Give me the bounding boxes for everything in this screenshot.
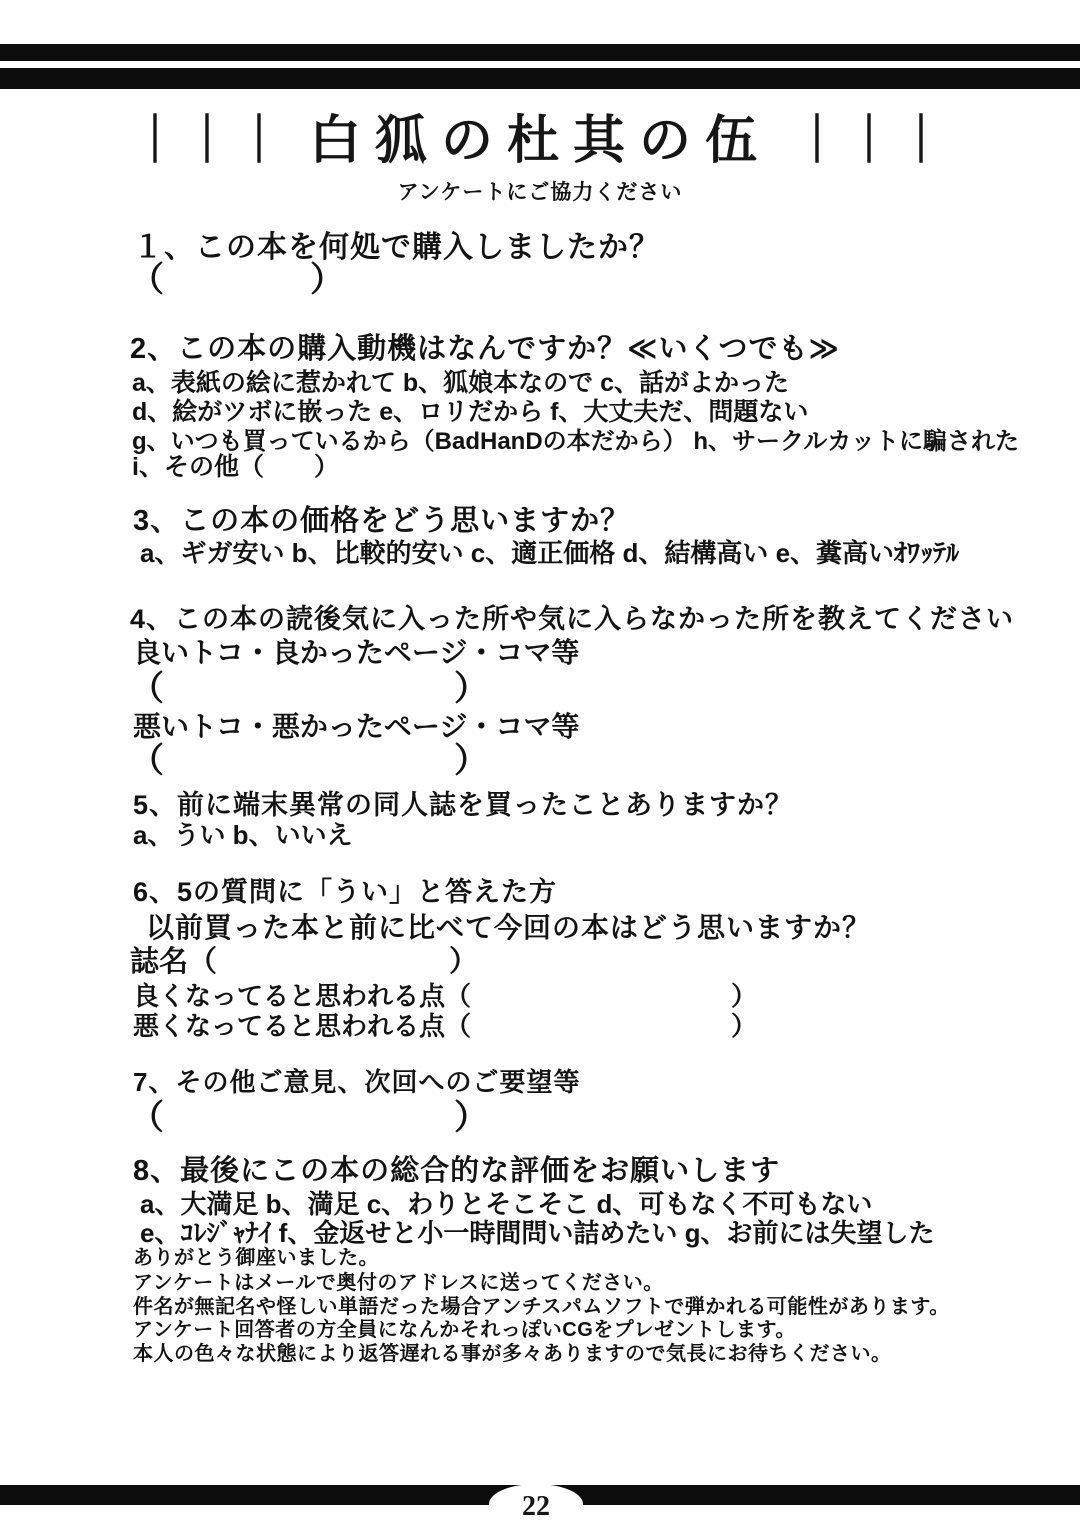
footer-note-line: アンケートはメールで奥付のアドレスに送ってください。 bbox=[133, 1272, 664, 1294]
q8-heading: 8、最後にこの本の総合的な評価をお願いします bbox=[133, 1155, 781, 1187]
q6-better-field: 良くなってると思われる点（ ） bbox=[133, 981, 758, 1011]
q1-heading: １、この本を何処で購入しましたか？ bbox=[133, 231, 660, 264]
q6-heading-line1: 6、5の質問に「うい」と答えた方 bbox=[133, 877, 558, 907]
questionnaire-subtitle: アンケートにご協力ください bbox=[397, 181, 683, 204]
footer-note-line: 件名が無記名や怪しい単語だった場合アンチスパムソフトで弾かれる可能性があります。 bbox=[133, 1295, 950, 1318]
q2-options-row-a: a、表紙の絵に惹かれて b、狐娘本なので c、話がよかった bbox=[132, 369, 789, 397]
q3-options-row: a、ギガ安い b、比較的安い c、適正価格 d、結構高い e、糞高いｵﾜｯﾃﾙ bbox=[140, 538, 960, 568]
q3-heading: 3、この本の価格をどう思いますか？ bbox=[133, 505, 631, 537]
title-text: 白狐の杜其の伍 bbox=[308, 110, 771, 171]
q6-title-field: 誌名（ ） bbox=[130, 946, 479, 978]
q5-heading: 5、前に端末異常の同人誌を買ったことありますか？ bbox=[133, 790, 794, 820]
q6-heading-line2: 以前買った本と前に比べて今回の本はどう思いますか？ bbox=[146, 912, 872, 943]
q5-options-row: a、うい b、いいえ bbox=[133, 820, 353, 850]
footer-note-line: 本人の色々な状態により返答遅れる事が多々ありますので気長にお待ちください。 bbox=[133, 1342, 892, 1365]
q7-heading: 7、その他ご意見、次回へのご要望等 bbox=[133, 1067, 581, 1097]
q4-good-label: 良いトコ・良かったページ・コマ等 bbox=[133, 637, 580, 668]
q4-bad-answer-blank: （ ） bbox=[130, 742, 490, 780]
top-border-bar-thick bbox=[0, 68, 1080, 89]
page-title bbox=[0, 98, 1080, 173]
q2-options-row-d: d、絵がツボに嵌った e、ロリだから f、大丈夫だ、問題ない bbox=[132, 398, 809, 426]
q2-options-row-i: i、その他（ ） bbox=[132, 453, 339, 481]
title-bars-right: ｜｜｜ bbox=[793, 112, 950, 168]
top-border-bar-thin bbox=[0, 44, 1080, 61]
q4-good-answer-blank: （ ） bbox=[130, 670, 490, 708]
q4-heading: 4、この本の読後気に入った所や気に入らなかった所を教えてください bbox=[130, 604, 1015, 634]
page-number: 22 bbox=[522, 1491, 550, 1522]
thanks-note: ありがとう御座いました。 bbox=[133, 1247, 379, 1269]
q7-answer-blank: （ ） bbox=[130, 1099, 490, 1137]
q1-answer-blank: （ ） bbox=[130, 261, 346, 299]
footer-note-line: アンケート回答者の方全員になんかそれっぽいCGをプレゼントします。 bbox=[133, 1319, 796, 1341]
page-number-notch bbox=[489, 1484, 583, 1524]
q8-options-row-a: a、大満足 b、満足 c、わりとそこそこ d、可もなく不可もない bbox=[140, 1189, 873, 1219]
footer-notes bbox=[133, 1272, 950, 1366]
q6-worse-field: 悪くなってると思われる点（ ） bbox=[133, 1011, 758, 1041]
q2-heading: 2、この本の購入動機はなんですか？≪いくつでも≫ bbox=[130, 333, 840, 365]
q8-options-row-e: e、ｺﾚｼﾞｬﾅｲ f、金返せと小一時間問い詰めたい g、お前には失望した bbox=[140, 1218, 935, 1248]
title-bars-left: ｜｜｜ bbox=[130, 112, 287, 168]
q4-bad-label: 悪いトコ・悪かったページ・コマ等 bbox=[133, 711, 580, 742]
q2-options-row-g: g、いつも買っているから（BadHanDの本だから） h、サークルカットに騙された bbox=[132, 428, 1020, 455]
